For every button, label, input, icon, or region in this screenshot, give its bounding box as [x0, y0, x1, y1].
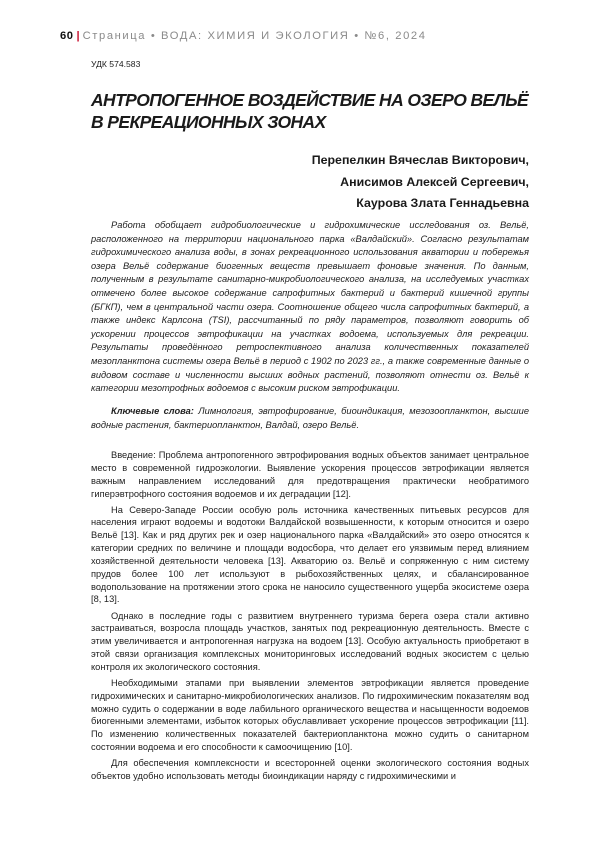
keywords-label: Ключевые слова:	[111, 406, 194, 416]
keywords	[91, 405, 529, 432]
header-separator: |	[76, 30, 80, 42]
abstract: Работа обобщает гидробиологические и гидрохимические исследования оз. Вельё, расположенного на территории национального парка «Валдайский». Согласно результатам гидрохимического анализа воды, в зонах рекреационного использования акватории и побережья озера Вельё содержание биогенных веществ превышает фоновые значения. По данным, полученным в результате санитарно-микробиологического анализа, на исследуемых участках отмечено более высокое содержание сапрофитных бактерий и бактерий кишечной группы (БГКП), чем в центральной части озера. Соотношение общего числа сапрофитных бактерий, а также индекс Карлсона (TSI), рассчитанный по ряду параметров, позволяют говорить об ускорении процессов эвтрофикации на участках водоема, используемых для рекреации. Результаты проведённого ретроспективного анализа количественных показателей мезопланктона системы озера Вельё в период с 1902 по 2023 гг., а также современные данные о видовом составе и численности высших водных растений, позволяют отнести оз. Вельё к категории мезотрофных водоемов с высоким риском эвтрофикации.	[91, 220, 529, 394]
body-paragraph: Однако в последние годы с развитием внутреннего туризма берега озера стали активно застраиваться, возросла площадь участков, занятых под рекреационную деятельность. Вместе с этим увеличивается и антропогенная нагрузка на водоем [13]. Особую актуальность приобретают в этой связи организация комплексных мониторинговых исследований водных экосистем с целью контроля их экологического состояния.	[91, 610, 529, 672]
body-text	[91, 449, 529, 786]
author-list	[312, 150, 529, 215]
body-paragraph: На Северо-Западе России особую роль источника качественных питьевых ресурсов для населения играют водоемы и водотоки Валдайской возвышенности, к которым относится и озеро Вельё [13]. Как и ряд других рек и озер национального парка «Валдайский» это озеро относятся к категории средних по величине и площади водосбора, что делает его уязвимым перед влиянием хозяйственной деятельности человека [13]. Акваторию оз. Вельё и сопряженную с ним систему прудов более 100 лет используют в рыбохозяйственных целях, и сбалансированное водопользование на протяжении этого срока не наносило существенного ущерба экосистеме озера [8, 13].	[91, 504, 529, 605]
udk-code: УДК 574.583	[91, 59, 141, 69]
body-paragraph: Введение: Проблема антропогенного эвтрофирования водных объектов занимает центральное место в современной гидроэкологии. Выявление ускорения процессов эвтрофикации является важным направлением исследований для предотвращения практически необратимого гиперэвтрофного состояния водоемов и их деградации [12].	[91, 450, 529, 499]
running-header	[60, 30, 427, 42]
author-3: Каурова Злата Геннадьевна	[356, 196, 529, 210]
body-paragraph: Для обеспечения комплексности и всесторонней оценки экологического состояния водных объектов удобно использовать методы биоиндикации наряду с гидрохимическими и	[91, 758, 529, 781]
author-2: Анисимов Алексей Сергеевич,	[340, 174, 529, 189]
body-paragraph: Необходимыми этапами при выявлении элементов эвтрофикации является проведение гидрохимических и санитарно-микробиологических анализов. По гидрохимическим показателям вод можно судить о содержании в воде лабильного органического вещества и насыщенности водоемов биогенными элементами, избыток которых обуславливает ускорение процессов эвтрофикации [11]. По изменению количественных показателей бактериопланктона можно судить о санитарном состоянии водоема и его способности к самоочищению [10].	[91, 677, 529, 753]
article-title: АНТРОПОГЕННОЕ ВОЗДЕЙСТВИЕ НА ОЗЕРО ВЕЛЬЁ В РЕКРЕАЦИОННЫХ ЗОНАХ	[91, 90, 529, 132]
page-number: 60	[60, 30, 74, 42]
journal-name: • ВОДА: ХИМИЯ И ЭКОЛОГИЯ • №6, 2024	[150, 30, 427, 42]
author-1: Перепелкин Вячеслав Викторович,	[311, 153, 529, 167]
keywords-text: Лимнология, эвтрофирование, биоиндикация, мезозоопланктон, высшие водные растения, бактериопланктон, Валдай, озеро Вельё.	[91, 406, 529, 430]
page-word: Страница	[82, 30, 147, 42]
